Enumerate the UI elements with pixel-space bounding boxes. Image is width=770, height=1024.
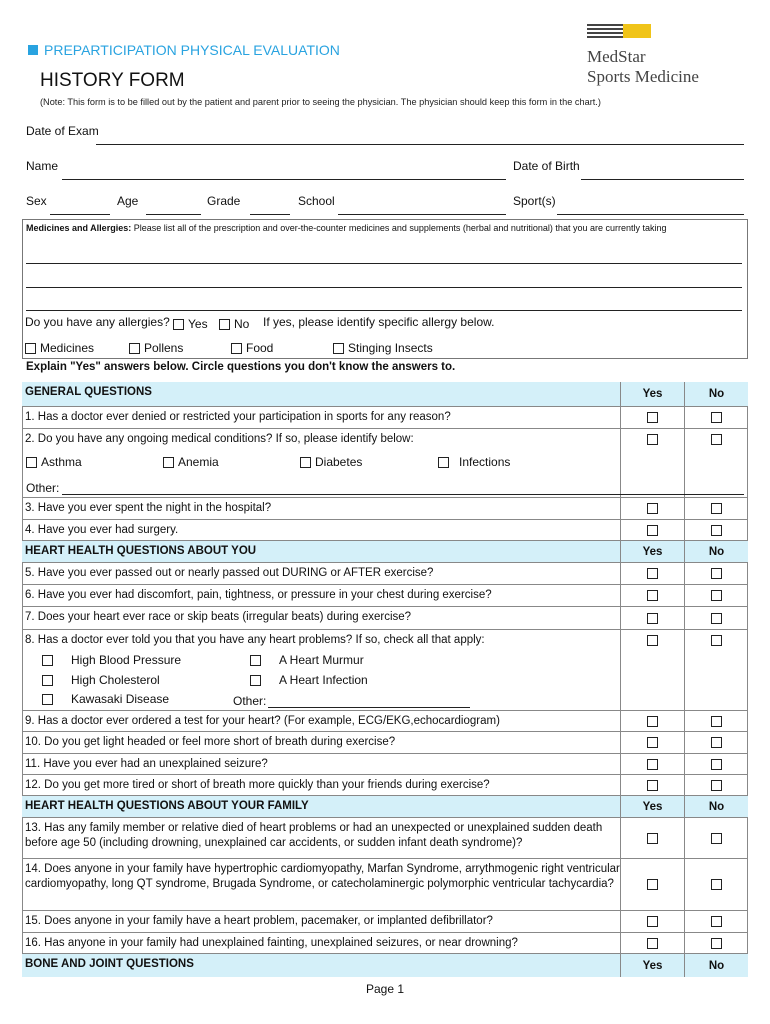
heart-kawasaki[interactable]: Kawasaki Disease — [42, 692, 169, 706]
medicines-line-3[interactable] — [26, 310, 742, 311]
question-7: 7. Does your heart ever race or skip beats (irregular beats) during exercise? — [22, 607, 748, 630]
dob-label: Date of Birth — [513, 159, 580, 173]
q13-yes-checkbox[interactable] — [647, 833, 658, 844]
checkbox-icon[interactable] — [26, 457, 37, 468]
logo-line1: MedStar — [587, 47, 646, 66]
medicines-heading: Medicines and Allergies: Please list all of the prescription and over-the-counter medicines and supplements (herbal and nutritional) that you are currently taking — [26, 223, 667, 233]
heart-murmur[interactable]: A Heart Murmur — [250, 653, 364, 667]
allergy-yes[interactable]: Yes — [173, 317, 208, 331]
q9-no-checkbox[interactable] — [711, 716, 722, 727]
checkbox-icon[interactable] — [250, 655, 261, 666]
q13-no-checkbox[interactable] — [711, 833, 722, 844]
q6-yes-checkbox[interactable] — [647, 590, 658, 601]
grade-field[interactable] — [250, 214, 290, 215]
sex-field[interactable] — [50, 214, 110, 215]
q5-yes-checkbox[interactable] — [647, 568, 658, 579]
q5-no-checkbox[interactable] — [711, 568, 722, 579]
name-label: Name — [26, 159, 59, 173]
q7-yes-checkbox[interactable] — [647, 613, 658, 624]
q4-no-checkbox[interactable] — [711, 525, 722, 536]
checkbox-icon[interactable] — [163, 457, 174, 468]
checkbox-icon[interactable] — [219, 319, 230, 330]
checkbox-icon[interactable] — [42, 655, 53, 666]
q14-yes-checkbox[interactable] — [647, 879, 658, 890]
age-label: Age — [117, 194, 139, 208]
allergy-pollens[interactable]: Pollens — [129, 341, 183, 355]
date-of-exam-label: Date of Exam — [26, 124, 99, 138]
q2-yes-checkbox[interactable] — [647, 434, 658, 445]
heart-other-label: Other: — [233, 694, 267, 708]
q1-no-checkbox[interactable] — [711, 412, 722, 423]
heart-other-field[interactable] — [268, 707, 470, 708]
allergy-medicines[interactable]: Medicines — [25, 341, 94, 355]
q3-no-checkbox[interactable] — [711, 503, 722, 514]
q4-yes-checkbox[interactable] — [647, 525, 658, 536]
checkbox-icon[interactable] — [42, 694, 53, 705]
question-5: 5. Have you ever passed out or nearly passed out DURING or AFTER exercise? — [22, 563, 748, 585]
school-field[interactable] — [338, 214, 506, 215]
sex-label: Sex — [26, 194, 47, 208]
checkbox-icon[interactable] — [438, 457, 449, 468]
allergy-no[interactable]: No — [219, 317, 249, 331]
question-16: 16. Has anyone in your family had unexplained fainting, unexplained seizures, or near drowning? — [22, 933, 748, 954]
name-field[interactable] — [62, 179, 506, 180]
question-2: 2. Do you have any ongoing medical conditions? If so, please identify below: — [22, 429, 748, 498]
square-bullet-icon — [28, 45, 38, 55]
section-heart-family: HEART HEALTH QUESTIONS ABOUT YOUR FAMILY Yes No — [22, 796, 748, 818]
q12-no-checkbox[interactable] — [711, 780, 722, 791]
q8-yes-checkbox[interactable] — [647, 635, 658, 646]
form-subtitle: PREPARTICIPATION PHYSICAL EVALUATION — [28, 42, 340, 58]
question-12: 12. Do you get more tired or short of breath more quickly than your friends during exercise? — [22, 775, 748, 796]
q7-no-checkbox[interactable] — [711, 613, 722, 624]
dob-field[interactable] — [581, 179, 744, 180]
question-11: 11. Have you ever had an unexplained seizure? — [22, 754, 748, 775]
question-8: 8. Has a doctor ever told you that you have any heart problems? If so, check all that apply: — [22, 630, 748, 711]
question-6: 6. Have you ever had discomfort, pain, tightness, or pressure in your chest during exercise? — [22, 585, 748, 607]
q10-no-checkbox[interactable] — [711, 737, 722, 748]
q3-yes-checkbox[interactable] — [647, 503, 658, 514]
q11-no-checkbox[interactable] — [711, 759, 722, 770]
condition-diabetes[interactable]: Diabetes — [300, 455, 362, 469]
condition-other-field[interactable] — [62, 494, 744, 495]
question-4: 4. Have you ever had surgery. — [22, 520, 748, 541]
q14-no-checkbox[interactable] — [711, 879, 722, 890]
q15-no-checkbox[interactable] — [711, 916, 722, 927]
question-3: 3. Have you ever spent the night in the hospital? — [22, 498, 748, 520]
age-field[interactable] — [146, 214, 201, 215]
question-13: 13. Has any family member or relative died of heart problems or had an unexpected or unexplained sudden death before age 50 (including drowning, unexplained car accidents, or sudden infant death syndrome)? — [22, 818, 748, 859]
q2-no-checkbox[interactable] — [711, 434, 722, 445]
logo-line2: Sports Medicine — [587, 67, 699, 86]
sports-field[interactable] — [557, 214, 744, 215]
heart-infection[interactable]: A Heart Infection — [250, 673, 368, 687]
question-14: 14. Does anyone in your family have hypertrophic cardiomyopathy, Marfan Syndrome, arrythmogenic right ventricular cardiomyopathy, long QT syndrome, Brugada Syndrome, or catecholaminergic polymorphic ventricular tachycardia? — [22, 859, 748, 911]
heart-high-bp[interactable]: High Blood Pressure — [42, 653, 181, 667]
q8-no-checkbox[interactable] — [711, 635, 722, 646]
medstar-logo — [587, 24, 712, 85]
checkbox-icon[interactable] — [300, 457, 311, 468]
condition-anemia[interactable]: Anemia — [163, 455, 219, 469]
checkbox-icon[interactable] — [129, 343, 140, 354]
grade-label: Grade — [207, 194, 241, 208]
question-10: 10. Do you get light headed or feel more short of breath during exercise? — [22, 732, 748, 754]
allergy-question: Do you have any allergies? — [25, 315, 170, 329]
q10-yes-checkbox[interactable] — [647, 737, 658, 748]
checkbox-icon[interactable] — [231, 343, 242, 354]
condition-infections[interactable]: Infections — [438, 455, 510, 469]
q16-yes-checkbox[interactable] — [647, 938, 658, 949]
sports-label: Sport(s) — [513, 194, 556, 208]
checkbox-icon[interactable] — [250, 675, 261, 686]
question-1: 1. Has a doctor ever denied or restricted your participation in sports for any reason? — [22, 407, 748, 429]
q12-yes-checkbox[interactable] — [647, 780, 658, 791]
q11-yes-checkbox[interactable] — [647, 759, 658, 770]
section-general: GENERAL QUESTIONS Yes No — [22, 382, 748, 407]
q1-yes-checkbox[interactable] — [647, 412, 658, 423]
checkbox-icon[interactable] — [333, 343, 344, 354]
form-note: (Note: This form is to be filled out by the patient and parent prior to seeing the physician. The physician should keep this form in the chart.) — [40, 97, 601, 107]
section-bone-joint: BONE AND JOINT QUESTIONS Yes No — [22, 954, 748, 977]
checkbox-icon[interactable] — [173, 319, 184, 330]
explain-instruction: Explain "Yes" answers below. Circle questions you don't know the answers to. — [26, 361, 456, 373]
allergy-insects[interactable]: Stinging Insects — [333, 341, 433, 355]
allergy-food[interactable]: Food — [231, 341, 273, 355]
date-of-exam-field[interactable] — [96, 144, 744, 145]
school-label: School — [298, 194, 335, 208]
medicines-line-1[interactable] — [26, 263, 742, 264]
condition-asthma[interactable]: Asthma — [26, 455, 82, 469]
question-15: 15. Does anyone in your family have a heart problem, pacemaker, or implanted defibrillator? — [22, 911, 748, 933]
form-title: HISTORY FORM — [40, 70, 185, 91]
q16-no-checkbox[interactable] — [711, 938, 722, 949]
checkbox-icon[interactable] — [42, 675, 53, 686]
heart-cholesterol[interactable]: High Cholesterol — [42, 673, 160, 687]
checkbox-icon[interactable] — [25, 343, 36, 354]
question-9: 9. Has a doctor ever ordered a test for your heart? (For example, ECG/EKG,echocardiogram) — [22, 711, 748, 732]
medicines-line-2[interactable] — [26, 287, 742, 288]
q9-yes-checkbox[interactable] — [647, 716, 658, 727]
section-heart-you: HEART HEALTH QUESTIONS ABOUT YOU Yes No — [22, 541, 748, 563]
condition-other-label: Other: — [26, 481, 60, 495]
allergy-followup: If yes, please identify specific allergy below. — [263, 315, 495, 329]
medicines-box — [22, 219, 748, 359]
q15-yes-checkbox[interactable] — [647, 916, 658, 927]
page-number: Page 1 — [365, 982, 405, 996]
q6-no-checkbox[interactable] — [711, 590, 722, 601]
logo-bars-icon — [587, 24, 651, 40]
